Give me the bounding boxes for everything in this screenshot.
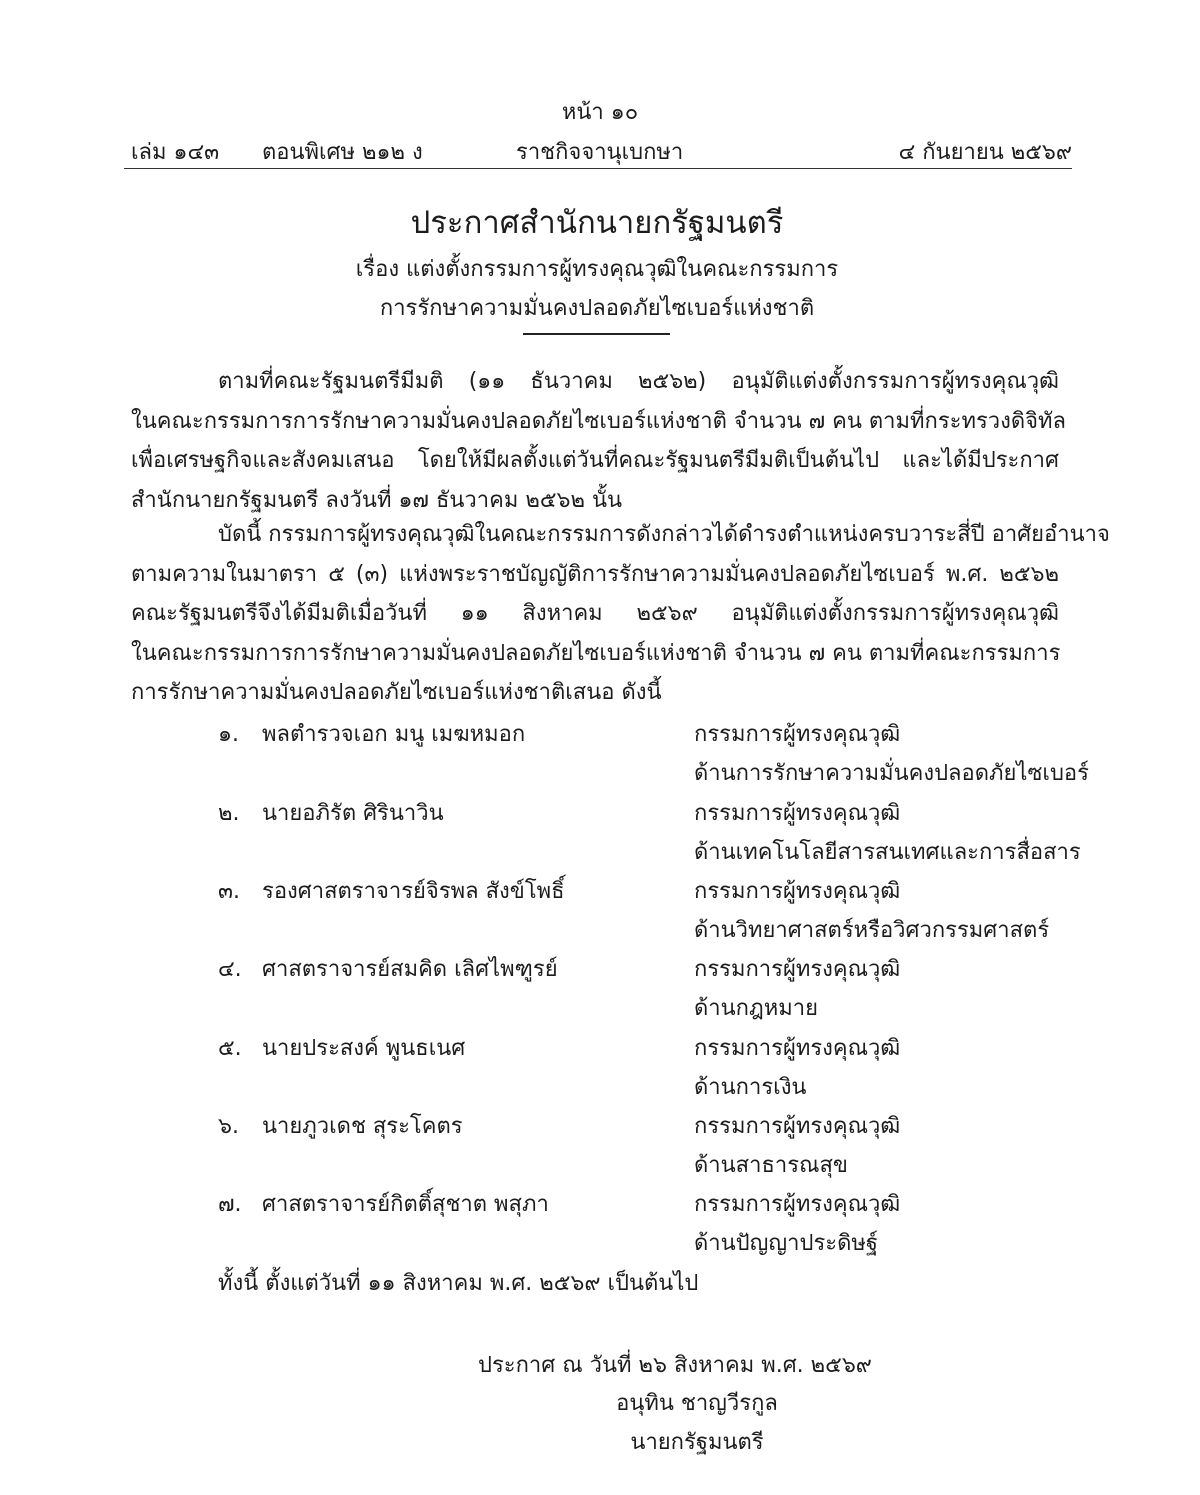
member-role: กรรมการผู้ทรงคุณวุฒิ (694, 1114, 901, 1139)
volume-label: เล่ม ๑๔๓ (131, 140, 220, 165)
paragraph-line: เพื่อเศรษฐกิจและสังคมเสนอ โดยให้มีผลตั้งแต่วันที่คณะรัฐมนตรีมีมติเป็นต้นไป และได้มีประกาศ (131, 448, 1059, 474)
paragraph-line: คณะรัฐมนตรีจึงได้มีมติเมื่อวันที่ ๑๑ สิงหาคม ๒๕๖๙ อนุมัติแต่งตั้งกรรมการผู้ทรงคุณวุฒิ (131, 601, 1059, 627)
member-name: ศาสตราจารย์กิตติ์สุชาต พสุภา (262, 1192, 549, 1217)
paragraph-line: ในคณะกรรมการการรักษาความมั่นคงปลอดภัยไซเบอร์แห่งชาติ จำนวน ๗ คน ตามที่คณะกรรมการ (131, 640, 1061, 666)
member-role: กรรมการผู้ทรงคุณวุฒิ (694, 879, 901, 904)
member-name: นายประสงค์ พูนธเนศ (262, 1036, 466, 1061)
member-number: ๒. (218, 801, 240, 826)
member-name: รองศาสตราจารย์จิรพล สังข์โพธิ์ (262, 879, 565, 904)
paragraph-line: การรักษาความมั่นคงปลอดภัยไซเบอร์แห่งชาติเสนอ ดังนี้ (131, 680, 662, 706)
member-field: ด้านปัญญาประดิษฐ์ (694, 1231, 879, 1256)
paragraph-line: สำนักนายกรัฐมนตรี ลงวันที่ ๑๗ ธันวาคม ๒๕๖๒ นั้น (131, 487, 623, 513)
announcement-date: ประกาศ ณ วันที่ ๒๖ สิงหาคม พ.ศ. ๒๕๖๙ (478, 1353, 872, 1378)
paragraph-2 (131, 515, 1110, 713)
signatory-position: นายกรัฐมนตรี (630, 1430, 764, 1455)
subject-line-1: เรื่อง แต่งตั้งกรรมการผู้ทรงคุณวุฒิในคณะกรรมการ (355, 257, 839, 282)
member-number: ๕. (218, 1036, 242, 1061)
member-number: ๓. (218, 879, 241, 904)
member-number: ๗. (218, 1192, 242, 1217)
member-role: กรรมการผู้ทรงคุณวุฒิ (694, 957, 901, 982)
page-number: หน้า ๑๐ (561, 100, 639, 125)
member-field: ด้านกฎหมาย (694, 996, 819, 1021)
effective-date: ทั้งนี้ ตั้งแต่วันที่ ๑๑ สิงหาคม พ.ศ. ๒๕๖๙ เป็นต้นไป (218, 1271, 699, 1296)
header-divider (124, 168, 1072, 169)
member-field: ด้านการเงิน (694, 1075, 807, 1100)
member-name: นายอภิรัต ศิรินาวิน (262, 801, 444, 826)
paragraph-line: ตามความในมาตรา ๕ (๓) แห่งพระราชบัญญัติการรักษาความมั่นคงปลอดภัยไซเบอร์ พ.ศ. ๒๕๖๒ (131, 561, 1059, 587)
member-role: กรรมการผู้ทรงคุณวุฒิ (694, 801, 901, 826)
paragraph-line: ในคณะกรรมการการรักษาความมั่นคงปลอดภัยไซเบอร์แห่งชาติ จำนวน ๗ คน ตามที่กระทรวงดิจิทัล (131, 408, 1067, 434)
member-field: ด้านสาธารณสุข (694, 1153, 848, 1178)
member-number: ๔. (218, 957, 242, 982)
member-name: พลตำรวจเอก มนู เมฆหมอก (262, 722, 526, 747)
subject-line-2: การรักษาความมั่นคงปลอดภัยไซเบอร์แห่งชาติ (379, 296, 815, 321)
issue-label: ตอนพิเศษ ๒๑๒ ง (262, 140, 423, 165)
paragraph-1 (131, 362, 1067, 520)
signatory-name: อนุทิน ชาญวีรกูล (616, 1391, 778, 1416)
member-field: ด้านวิทยาศาสตร์หรือวิศวกรรมศาสตร์ (694, 918, 1050, 943)
member-name: ศาสตราจารย์สมคิด เลิศไพฑูรย์ (262, 957, 558, 982)
issue-date: ๔ กันยายน ๒๕๖๙ (898, 140, 1072, 165)
member-number: ๖. (218, 1114, 239, 1139)
paragraph-line: ตามที่คณะรัฐมนตรีมีมติ (๑๑ ธันวาคม ๒๕๖๒) อนุมัติแต่งตั้งกรรมการผู้ทรงคุณวุฒิ (218, 369, 1059, 394)
title-underline (523, 333, 670, 335)
document-title: ประกาศสำนักนายกรัฐมนตรี (410, 205, 784, 241)
member-field: ด้านเทคโนโลยีสารสนเทศและการสื่อสาร (694, 840, 1081, 865)
gazette-name: ราชกิจจานุเบกษา (516, 140, 684, 165)
member-name: นายภูวเดช สุระโคตร (262, 1114, 463, 1139)
member-role: กรรมการผู้ทรงคุณวุฒิ (694, 1036, 901, 1061)
member-number: ๑. (218, 722, 239, 747)
paragraph-line: บัดนี้ กรรมการผู้ทรงคุณวุฒิในคณะกรรมการดังกล่าวได้ดำรงตำแหน่งครบวาระสี่ปี อาศัยอำนาจ (218, 522, 1110, 547)
member-role: กรรมการผู้ทรงคุณวุฒิ (694, 1192, 901, 1217)
member-role: กรรมการผู้ทรงคุณวุฒิ (694, 722, 901, 747)
member-field: ด้านการรักษาความมั่นคงปลอดภัยไซเบอร์ (694, 761, 1089, 786)
